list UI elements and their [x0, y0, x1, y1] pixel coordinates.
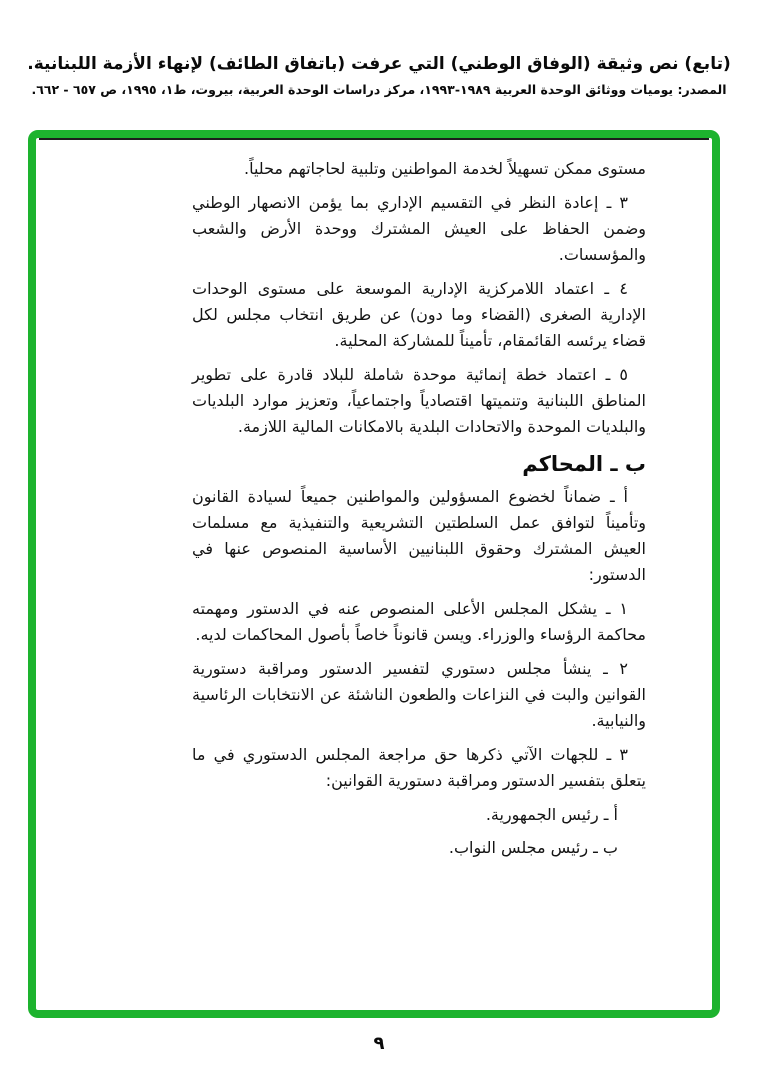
paragraph-courts-3: ٣ ـ للجهات الآتي ذكرها حق مراجعة المجلس الدستوري في ما يتعلق بتفسير الدستور ومراقبة دستورية القوانين:: [192, 745, 646, 790]
document-source: المصدر: يوميات ووثائق الوحدة العربية ١٩٨٩-١٩٩٣، مركز دراسات الوحدة العربية، بيروت، ط١، ١٩٩٥، ص ٦٥٧ - ٦٦٢.: [31, 82, 727, 97]
paragraph-courts-2: ٢ ـ ينشأ مجلس دستوري لتفسير الدستور ومراقبة دستورية القوانين والبت في النزاعات والطعون الناشئة عن الانتخابات الرئاسية والنيابية.: [192, 659, 646, 730]
paragraph-item-4: ٤ ـ اعتماد اللامركزية الإدارية الموسعة على مستوى الوحدات الإدارية الصغرى (القضاء وما دون) عن طريق انتخاب مجلس لكل قضاء يرئسه القائمقام، تأميناً للمشاركة المحلية.: [192, 279, 646, 350]
list-item-speaker: ب ـ رئيس مجلس النواب.: [448, 838, 618, 857]
paragraph-item-3: ٣ ـ إعادة النظر في التقسيم الإداري بما يؤمن الانصهار الوطني وضمن الحفاظ على العيش المشترك ووحدة الأرض والشعب والمؤسسات.: [192, 193, 646, 264]
document-title: (تابع) نص وثيقة (الوفاق الوطني) التي عرفت (باتفاق الطائف) لإنهاء الأزمة اللبنانية.: [27, 54, 731, 74]
page-number: ٩: [373, 1033, 385, 1054]
paragraph-courts-intro: أ ـ ضماناً لخضوع المسؤولين والمواطنين جميعاً لسيادة القانون وتأميناً لتوافق عمل السلطتين التشريعية والتنفيذية مع مسلمات العيش المشترك وحقوق اللبنانيين الأساسية المنصوص عنها في الدستور:: [192, 487, 646, 584]
paragraph-item-5: ٥ ـ اعتماد خطة إنمائية موحدة شاملة للبلاد قادرة على تطوير المناطق اللبنانية وتنميتها اقتصادياً واجتماعياً، وتعزيز موارد البلديات والبلديات الموحدة والاتحادات البلدية بالامكانات المالية اللازمة.: [192, 365, 646, 436]
box-top-rule: [39, 138, 709, 140]
list-item-president: أ ـ رئيس الجمهورية.: [485, 805, 618, 824]
page-header: [0, 54, 758, 97]
green-highlight-box: [28, 130, 720, 1018]
paragraph-courts-1: ١ ـ يشكل المجلس الأعلى المنصوص عنه في الدستور ومهمته محاكمة الرؤساء والوزراء. ويسن قانوناً خاصاً بأصول المحاكمات لديه.: [192, 599, 646, 644]
section-heading-courts: ب ـ المحاكم: [522, 452, 646, 476]
paragraph-continuation: مستوى ممكن تسهيلاً لخدمة المواطنين وتلبية لحاجاتهم محلياً.: [244, 159, 646, 178]
text-column: [192, 156, 646, 868]
